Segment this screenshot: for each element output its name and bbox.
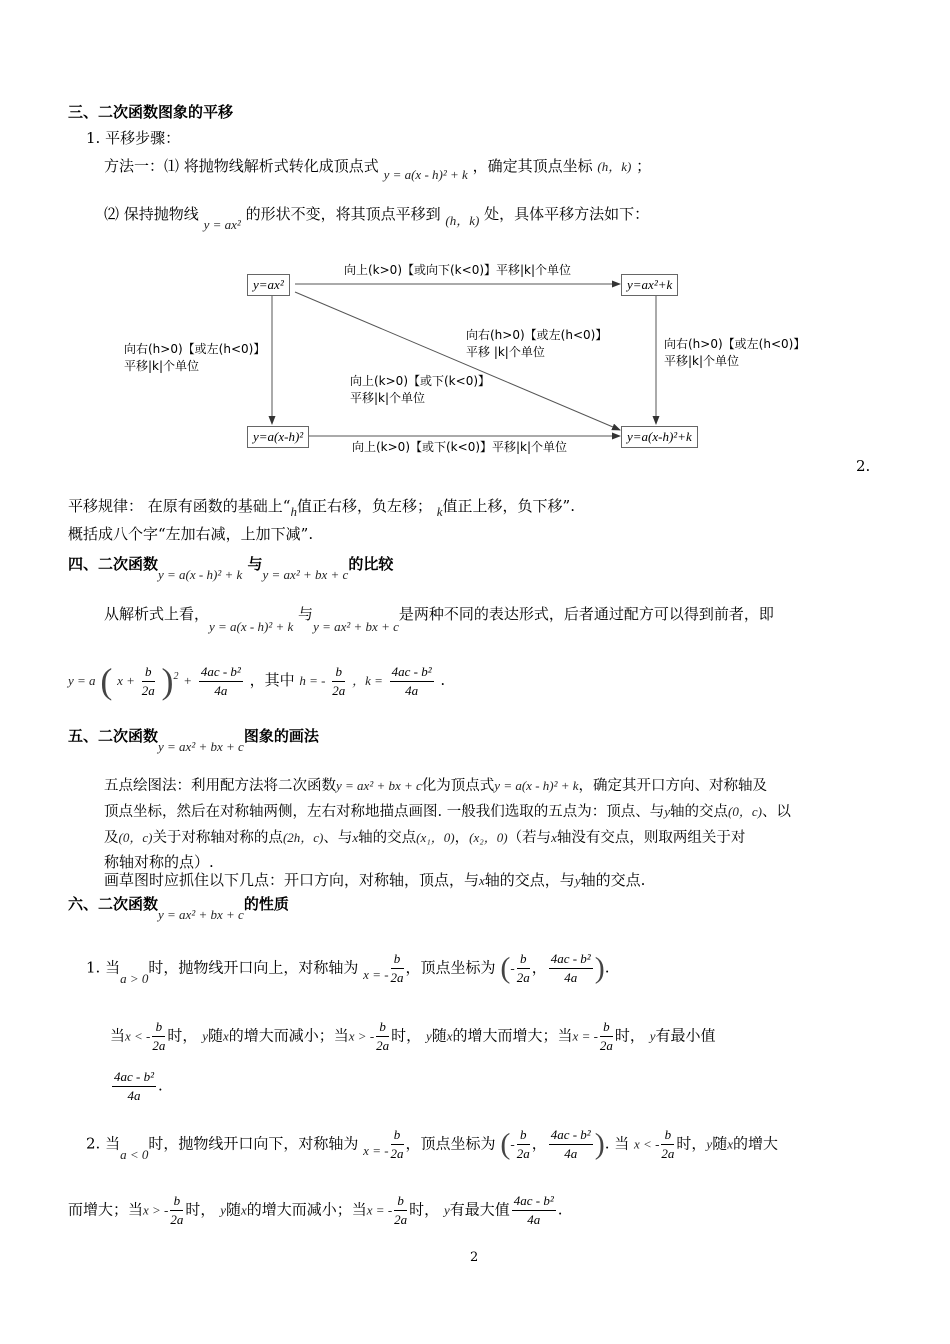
sec4-title-b: 与 [247, 555, 263, 573]
vertex-form-formula: y = a(x - h)² + k [383, 167, 468, 182]
section-5-title [68, 726, 319, 754]
sec4-formula-general: y = ax² + bx + c [262, 567, 349, 582]
section-4-title [68, 554, 394, 582]
sec4-formula-vertex: y = a(x - h)² + k [158, 567, 243, 582]
box-vertical-shift: y=ax²+k [621, 274, 678, 296]
property-2-line-2: 而增大；当x > - $\frac{b}{2a}$ 时， y随x的增大而减小；当x = - $\frac{b}{2a}$ 时， y有最大值 $\frac{\text{4ac - b²}}{4a}$ . [68, 1193, 563, 1227]
property-1-line-2: 当x < - $\frac{b}{2a}$ 时， y随x的增大而减小；当x > - $\frac{b}{2a}$ 时， y随x的增大而增大；当x = - $\frac{b}{2a}$ 时， y有最小值 [110, 1019, 716, 1053]
exponent-2: 2 [173, 671, 179, 682]
method2-suffix: 处，具体平移方法如下： [484, 205, 650, 223]
page-number: 2 [470, 1250, 479, 1265]
sec5-general-formula: y = ax² + bx + c [336, 778, 422, 793]
basic-parabola-formula: y = ax² [203, 217, 241, 232]
sec5-line-1: 五点绘图法：利用配方法将二次函数y = ax² + bx + c化为顶点式y = a(x - h)² + k，确定其开口方向、对称轴及 [104, 778, 768, 794]
sec4-p-formula-1: y = a(x - h)² + k [209, 619, 294, 634]
sec5-line-3: 及(0，c)关于对称轴对称的点(2h，c)、与x轴的交点(x₁，0)，(x₂，0)（若与x轴没有交点，则取两组关于对 [104, 830, 746, 846]
rule-text-c: 值正上移，负下移”. [442, 497, 575, 515]
sec6-formula: y = ax² + bx + c [158, 907, 244, 922]
k-symbol: k [436, 504, 443, 519]
period: . [440, 671, 446, 689]
label-left-arrow-1: 向右(h>0)【或左(h<0)】 [124, 342, 266, 356]
label-middle-1: 向上(k>0)【或下(k<0)】 [350, 374, 491, 388]
method1-prefix: 方法一：⑴ 将抛物线解析式转化成顶点式 [104, 157, 379, 175]
box-horizontal-shift: y=a(x-h)² [247, 426, 309, 448]
label-diagonal-2: 平移 |k|个单位 [466, 345, 545, 359]
step-label: 1. 平移步骤： [86, 129, 181, 147]
eq-x-plus: x + [117, 673, 135, 688]
sec4-title-c: 的比较 [348, 555, 394, 573]
sec5-title-b: 图象的画法 [243, 727, 319, 745]
vertex-coordinates: (h，k) [597, 159, 632, 174]
sec4-p-formula-2: y = ax² + bx + c [313, 619, 399, 634]
eq-lhs: y = a [68, 673, 96, 688]
sec4-paragraph [104, 604, 774, 634]
label-top-arrow: 向上(k>0)【或向下(k<0)】平移|k|个单位 [344, 263, 572, 277]
where-text: ，其中 [249, 671, 295, 689]
fraction-4ac: $\frac{\text{4ac - b²}}{4a}$ [200, 663, 241, 698]
method2-middle: 的形状不变，将其顶点平移到 [245, 205, 441, 223]
fraction-h: $\frac{b}{2a}$ [332, 663, 346, 698]
right-paren: ) [161, 661, 174, 701]
property-1-line-1: 1. 当a > 0时，抛物线开口向上，对称轴为 x = - $\frac{b}{2a}$ ，顶点坐标为 (- $\frac{b}{2a}$ ， $\frac{\text{4ac - b²}}{4a}$ ). [86, 951, 610, 986]
box-basic-parabola: y=ax² [247, 274, 290, 296]
semicolon: ； [636, 157, 652, 175]
sec4-p-b: 与 [298, 605, 314, 623]
sec4-p-a: 从解析式上看， [104, 605, 210, 623]
property-2-line-1: 2. 当a < 0时，抛物线开口向下，对称轴为 x = - $\frac{b}{2a}$ ，顶点坐标为 (- $\frac{b}{2a}$ ， $\frac{\text{4ac - b²}}{4a}$ ). 当 x < - $\frac{b}{2a}$ 时，y随x的增大 [86, 1127, 779, 1162]
h-equals: h = - [299, 673, 326, 688]
label-right-arrow-1: 向右(h>0)【或左(h<0)】 [664, 337, 806, 351]
k-equals: ，k = [352, 673, 383, 688]
rule-summary: 概括成八个字“左加右减，上加下减”. [68, 525, 314, 543]
property-1-min-value: $\frac{\text{4ac - b²}}{4a}$ . [114, 1069, 163, 1103]
label-diagonal-1: 向右(h>0)【或左(h<0)】 [466, 328, 608, 342]
method2-prefix: ⑵ 保持抛物线 [104, 205, 199, 223]
h-symbol: h [290, 504, 297, 519]
arrow-diagonal [295, 292, 620, 430]
section-3-title: 三、二次函数图象的平移 [68, 103, 234, 121]
item-number-2: 2. [856, 457, 871, 475]
sec5-line-2: 顶点坐标，然后在对称轴两侧，左右对称地描点画图. 一般我们选取的五点为：顶点、与y轴的交点(0，c)、以 [104, 804, 791, 820]
translation-diagram-arrows [0, 0, 950, 480]
label-middle-2: 平移|k|个单位 [350, 391, 426, 405]
box-vertex-form: y=a(x-h)²+k [621, 426, 698, 448]
fraction-k: $\frac{\text{4ac - b²}}{4a}$ [391, 663, 432, 698]
sec5-formula: y = ax² + bx + c [158, 739, 244, 754]
fraction-b-over-2a: $\frac{b}{2a}$ [141, 663, 155, 698]
sec5-line-5: 画草图时应抓住以下几点：开口方向，对称轴，顶点，与x轴的交点，与y轴的交点. [104, 871, 646, 889]
target-vertex: (h，k) [445, 213, 480, 228]
method1-suffix: ，确定其顶点坐标 [472, 157, 593, 175]
sec4-p-c: 是两种不同的表达形式，后者通过配方可以得到前者，即 [398, 605, 774, 623]
completing-square-equation [68, 660, 445, 702]
rule-text-b: 值正右移，负左移； [296, 497, 432, 515]
label-right-arrow-2: 平移|k|个单位 [664, 354, 740, 368]
sec5-line-4: 称轴对称的点）. [104, 853, 214, 871]
label-left-arrow-2: 平移|k|个单位 [124, 359, 200, 373]
section-6-title: 六、二次函数y = ax² + bx + c的性质 [68, 895, 289, 922]
translation-rule [68, 496, 575, 517]
sec4-title-a: 四、二次函数 [68, 555, 159, 573]
sec5-vertex-formula: y = a(x - h)² + k [494, 778, 579, 793]
sec5-title-a: 五、二次函数 [68, 727, 159, 745]
plus-sign: + [183, 673, 193, 688]
label-bottom-arrow: 向上(k>0)【或下(k<0)】平移|k|个单位 [352, 440, 568, 454]
left-paren: ( [100, 661, 113, 701]
rule-text-a: 平移规律： 在原有函数的基础上“ [68, 497, 291, 515]
